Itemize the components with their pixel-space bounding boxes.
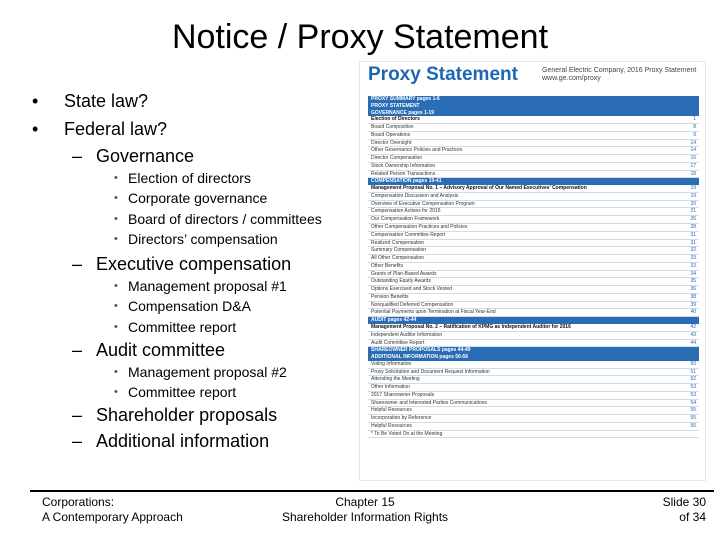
footer-divider (30, 490, 714, 492)
toc-row (368, 208, 699, 216)
toc-row (368, 124, 699, 132)
toc-row-page: 39 (690, 301, 696, 308)
main-bullets (32, 87, 167, 143)
governance-items (114, 168, 322, 249)
toc-row-text: 2017 Shareowner Proposals (371, 391, 435, 398)
toc-row-page: 42 (690, 323, 696, 330)
sub-bullet: • Management proposal #1 (114, 276, 287, 296)
toc-row-page: 43 (690, 331, 696, 338)
sub-bullet: • Committee report (114, 382, 287, 402)
toc-section-header (368, 110, 699, 117)
toc-row-text: Overview of Executive Compensation Program (371, 200, 475, 207)
toc-row-page: 26 (690, 216, 696, 223)
toc-row-text: Other Benefits (371, 262, 403, 269)
toc-row (368, 415, 699, 423)
toc-row-text: Shareowner and Interested Parties Communications (371, 399, 487, 406)
toc-row-page: 34 (690, 270, 696, 277)
toc-row (368, 400, 699, 408)
footer-slide-number: Slide 30 (662, 495, 706, 509)
toc-row (368, 240, 699, 248)
toc-row (368, 407, 699, 415)
toc-row-text: Board Composition (371, 124, 414, 131)
slide-title: Notice / Proxy Statement (171, 18, 549, 56)
footer-chapter-line: Chapter 15 (335, 495, 395, 509)
toc-row-page: 53 (690, 384, 696, 391)
footer-book-line: Corporations: (42, 495, 115, 509)
toc-row-text: Other Governance Policies and Practices (371, 147, 463, 154)
toc-row (368, 140, 699, 148)
toc-row-text: Independent Auditor Information (371, 331, 443, 338)
section-heading: – Shareholder proposals (72, 403, 277, 427)
toc-row-text: Director Compensation (371, 155, 423, 162)
toc-row-text: Our Compensation Framework (371, 216, 440, 223)
sub-bullet: • Committee report (114, 317, 287, 337)
section-heading: – Executive compensation (72, 252, 291, 276)
bullet-federal-law: • Federal law? (32, 115, 167, 143)
toc-row-text: Attending the Meeting (371, 376, 420, 383)
toc-row-text: Potential Payments upon Termination at Fiscal Year-End (371, 309, 496, 316)
toc-row-text: Compensation Actions for 2015 (371, 208, 441, 215)
toc-row-page: 51 (690, 368, 696, 375)
toc-row-text: Incorporation by Reference (371, 415, 432, 422)
footer-book-line: A Contemporary Approach (42, 510, 183, 524)
toc-section-header (368, 96, 699, 103)
toc-row-text: PROXY STATEMENT (371, 102, 420, 109)
toc-row-text: Other Compensation Practices and Policies (371, 224, 468, 231)
toc-row (368, 309, 699, 317)
toc-row-text: ADDITIONAL INFORMATION pages 50-56 (371, 354, 469, 361)
toc-row-text: Compensation Discussion and Analysis (371, 192, 459, 199)
section-shareholder-proposals (72, 403, 277, 427)
company-line: General Electric Company, 2016 Proxy Statement (542, 67, 697, 74)
toc-row-page: 19 (690, 192, 696, 199)
toc-row-page: 44 (690, 339, 696, 346)
toc-section-header (368, 103, 699, 110)
toc-row-page: 54 (690, 399, 696, 406)
toc-row-text: Director Oversight (371, 139, 412, 146)
toc-row (368, 384, 699, 392)
toc-row (368, 263, 699, 271)
executive-compensation-items (114, 276, 287, 337)
toc-row (368, 247, 699, 255)
sub-bullet: • Directors’ compensation (114, 229, 322, 249)
footer-center (220, 495, 510, 525)
toc-row-page: 20 (690, 200, 696, 207)
toc-row-text: Realized Compensation (371, 239, 425, 246)
toc-section-header (368, 354, 699, 361)
toc-row-text: GOVERNANCE pages 1-19 (371, 109, 435, 116)
toc-row (368, 278, 699, 286)
toc-row (368, 302, 699, 310)
toc-row-page: 28 (690, 224, 696, 231)
toc-row (368, 271, 699, 279)
toc-row-text: Board Operations (371, 131, 411, 138)
toc-row-text: Summary Compensation (371, 247, 427, 254)
toc-row-text: Compensation Committee Report (371, 231, 446, 238)
toc-row-page: 50 (690, 360, 696, 367)
toc-row (368, 132, 699, 140)
document-company (542, 67, 702, 83)
toc-row (368, 332, 699, 340)
toc-row (368, 255, 699, 263)
toc-row-page: 33 (690, 262, 696, 269)
footer-slide-total: of 34 (679, 510, 706, 524)
toc-row-text: Management Proposal No. 1 – Advisory Approval of Our Named Executives’ Compensation (371, 185, 587, 192)
toc-row (368, 369, 699, 377)
toc-row-page: 38 (690, 293, 696, 300)
toc-row-page: 9 (693, 131, 696, 138)
toc-section-header (368, 317, 699, 324)
footer-left (42, 495, 183, 525)
toc-row (368, 324, 699, 332)
audit-committee-items (114, 362, 287, 403)
toc-row (368, 286, 699, 294)
section-heading: – Governance (72, 144, 194, 168)
toc-row-page: 40 (690, 309, 696, 316)
toc-row-page: 31 (690, 231, 696, 238)
sub-bullet: • Management proposal #2 (114, 362, 287, 382)
section-executive-compensation (72, 252, 291, 276)
toc-row-text: Stock Ownership Information (371, 162, 436, 169)
toc-row-text: SHAREOWNER PROPOSALS pages 44-49 (371, 347, 471, 354)
toc-row (368, 185, 699, 193)
toc-row-text: Outstanding Equity Awards (371, 278, 431, 285)
toc-row (368, 201, 699, 209)
section-governance (72, 144, 194, 168)
sub-bullet: • Corporate governance (114, 188, 322, 208)
toc-row (368, 232, 699, 240)
section-heading: – Additional information (72, 429, 269, 453)
toc-row-text: Nonqualified Deferred Compensation (371, 301, 454, 308)
toc-row-page: 1 (693, 116, 696, 123)
sub-bullet: • Compensation D&A (114, 296, 287, 316)
toc-row (368, 193, 699, 201)
toc-row-text: Management Proposal No. 2 – Ratification of KPMG as Independent Auditor for 2016 (371, 323, 571, 330)
bullet-state-law: • State law? (32, 87, 167, 115)
toc-section-header (368, 347, 699, 354)
toc-row-page: 55 (690, 407, 696, 414)
toc-row-page: 21 (690, 208, 696, 215)
toc-row-text: Helpful Resources (371, 407, 412, 414)
toc-row-page: 52 (690, 376, 696, 383)
toc-section-header (368, 178, 699, 185)
toc-row-page: 19 (690, 185, 696, 192)
document-title: Proxy Statement (368, 64, 518, 85)
toc-row (368, 224, 699, 232)
toc-row-page: 35 (690, 278, 696, 285)
toc-row-text: Options Exercised and Stock Vested (371, 286, 452, 293)
toc-row-text: Other Information (371, 384, 410, 391)
section-audit-committee (72, 338, 225, 362)
toc-row-text: COMPENSATION pages 19-41 (371, 178, 442, 185)
toc-row (368, 147, 699, 155)
sub-bullet: • Board of directors / committees (114, 209, 322, 229)
toc-row-page: 14 (690, 139, 696, 146)
toc-row-page: 18 (690, 170, 696, 177)
toc-row-text: Related Person Transactions (371, 170, 436, 177)
toc-row-text: Helpful Resources (371, 422, 412, 429)
toc-row (368, 340, 699, 348)
toc-row-page: 17 (690, 162, 696, 169)
document-toc (368, 96, 699, 438)
toc-row-page: 8 (693, 124, 696, 131)
section-additional-information (72, 429, 269, 453)
toc-row (368, 361, 699, 369)
toc-row-text: AUDIT pages 42-44 (371, 317, 417, 324)
section-heading: – Audit committee (72, 338, 225, 362)
toc-row-page: 56 (690, 422, 696, 429)
toc-row (368, 171, 699, 179)
proxy-statement-document (360, 62, 705, 480)
toc-row-text: Voting Information (371, 360, 412, 367)
document-header (360, 62, 705, 92)
toc-row (368, 423, 699, 431)
toc-row-text: Election of Directors (371, 116, 420, 123)
toc-row (368, 163, 699, 171)
toc-row (368, 376, 699, 384)
toc-row-page: 32 (690, 247, 696, 254)
toc-row-page: 53 (690, 391, 696, 398)
toc-row (368, 431, 699, 439)
toc-row-page: 31 (690, 239, 696, 246)
toc-row-text: All Other Compensation (371, 255, 425, 262)
toc-row-text: * To Be Voted On at the Meeting (371, 430, 443, 437)
toc-row-text: Audit Committee Report (371, 339, 425, 346)
toc-row (368, 216, 699, 224)
company-line: www.ge.com/proxy (542, 75, 601, 82)
toc-row (368, 294, 699, 302)
toc-row (368, 392, 699, 400)
footer-chapter-line: Shareholder Information Rights (281, 510, 449, 524)
toc-row (368, 116, 699, 124)
sub-bullet: • Election of directors (114, 168, 322, 188)
toc-row-page: 36 (690, 286, 696, 293)
toc-row-page: 14 (690, 147, 696, 154)
toc-row (368, 155, 699, 163)
footer-right (663, 495, 706, 525)
toc-row-page: 16 (690, 155, 696, 162)
toc-row-text: Pension Benefits (371, 293, 409, 300)
toc-row-text: Grants of Plan-Based Awards (371, 270, 437, 277)
toc-row-page: 55 (690, 415, 696, 422)
toc-row-text: PROXY SUMMARY pages 1-6 (371, 96, 440, 102)
toc-row-text: Proxy Solicitation and Document Request Information (371, 368, 490, 375)
toc-row-page: 33 (690, 255, 696, 262)
